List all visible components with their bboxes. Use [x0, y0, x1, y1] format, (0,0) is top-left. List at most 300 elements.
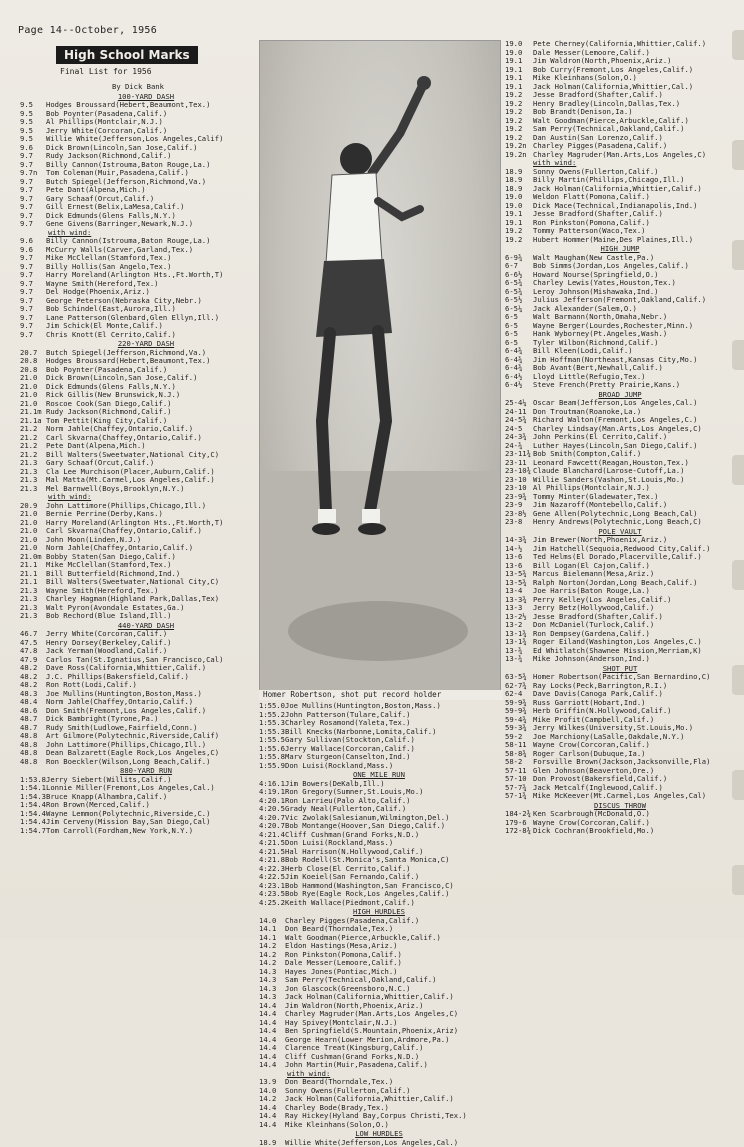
result-mark: 48.7 [20, 724, 46, 733]
result-mark: 23-10 [505, 476, 533, 485]
result-mark: 24-¾ [505, 442, 533, 451]
result-mark: 6-9¾ [505, 254, 533, 263]
athlete-school: Harry Moreland(Arlington Hts.,Ft.Worth,T) [46, 518, 223, 527]
result-mark: 23-10 [505, 484, 533, 493]
event-heading: 100-YARD DASH [20, 93, 252, 102]
athlete-school: Walt Barmann(North,Omaha,Nebr.) [533, 312, 667, 321]
results-list-right [505, 40, 735, 836]
athlete-school: Claude Blanchard(Larose-Cutoff,La.) [533, 466, 684, 475]
result-mark: 19.2n [505, 151, 533, 160]
athlete-school: Sam Perry(Technical,Oakland,Calif.) [533, 124, 684, 133]
athlete-school: Richard Walton(Fremont,Los Angeles,C.) [533, 415, 697, 424]
article-subtitle: Final List for 1956 [60, 67, 252, 77]
athlete-school: Grady Neal(Fullerton,Calif.) [285, 804, 406, 813]
result-mark: 14.4 [259, 1121, 285, 1130]
results-list-middle [259, 702, 499, 1147]
athlete-school: Willie White(Jefferson,Los Angeles,Calif) [46, 134, 223, 143]
result-mark: 21.2 [20, 434, 46, 443]
result-mark: 14.4 [259, 1044, 285, 1053]
result-mark: 59-9¾ [505, 699, 533, 708]
athlete-school: Butch Spiegel(Jefferson,Richmond,Va.) [46, 348, 206, 357]
result-mark: 48.6 [20, 707, 46, 716]
athlete-school: Jesse Bradford(Shafter,Calif.) [533, 209, 663, 218]
result-mark: 1:54.4 [20, 801, 46, 810]
athlete-school: George Peterson(Nebraska City,Nebr.) [46, 296, 202, 305]
athlete-school: Ron Brown(Merced,Calif.) [46, 800, 150, 809]
result-mark: 14.4 [259, 1002, 285, 1011]
result-mark: 9.6 [20, 144, 46, 153]
result-mark: 9.7 [20, 322, 46, 331]
result-mark: 14-3¾ [505, 536, 533, 545]
athlete-school: Dick Brown(Lincoln,San Jose,Calif.) [46, 143, 197, 152]
athlete-school: Bill Logan(El Cajon,Calif.) [533, 561, 650, 570]
athlete-photo [259, 40, 501, 692]
athlete-school: Rick Gillis(New Brunswick,N.J.) [46, 390, 180, 399]
athlete-school: Wayne Berger(Lourdes,Rochester,Minn.) [533, 321, 693, 330]
athlete-school: Ted Helms(El Dorado,Placerville,Calif.) [533, 552, 702, 561]
athlete-school: Joe Harris(Baton Rouge,La.) [533, 586, 650, 595]
event-heading: HIGH HURDLES [259, 908, 499, 917]
athlete-school: Charley Hagman(Highland Park,Dallas,Tex) [46, 594, 219, 603]
result-mark: 9.7 [20, 271, 46, 280]
result-mark: 19.2 [505, 100, 533, 109]
result-mark: 19.2 [505, 134, 533, 143]
athlete-school: Charley Rosamond(Yaleta,Tex.) [285, 718, 411, 727]
athlete-school: Bill Walters(Sweetwater,National City,C) [46, 577, 219, 586]
result-mark: 14.2 [259, 959, 285, 968]
athlete-school: Rudy Smith(Ludlowe,Fairfield,Conn.) [46, 723, 197, 732]
result-mark: 19.1 [505, 74, 533, 83]
result-mark: 24-5 [505, 425, 533, 434]
result-mark: 59-9¾ [505, 707, 533, 716]
athlete-school: Dave Davis(Canoga Park,Calif.) [533, 689, 663, 698]
athlete-school: Bob Curry(Fremont,Los Angeles,Calif.) [533, 65, 693, 74]
athlete-school: Roscoe Cook(San Diego,Calif.) [46, 399, 172, 408]
result-mark: 4:22.5 [259, 873, 285, 882]
athlete-school: Tyler Wilbon(Richmond,Calif.) [533, 338, 659, 347]
athlete-school: Hank Wyborney(Pt.Angeles,Wash.) [533, 329, 667, 338]
result-mark: 21.3 [20, 468, 46, 477]
athlete-school: Charley Lindsay(Man.Arts,Los Angeles,C) [533, 424, 702, 433]
result-mark: 19.2 [505, 125, 533, 134]
athlete-school: Don Luisi(Rockland,Mass.) [285, 761, 393, 770]
athlete-school: John Patterson(Tulare,Calif.) [285, 710, 411, 719]
result-mark: 21.3 [20, 604, 46, 613]
athlete-school: Homer Robertson(Pacific,San Bernardino,C) [533, 672, 710, 681]
result-entry [259, 899, 499, 908]
athlete-school: Mal Matta(Mt.Carmel,Los Angeles,Calif.) [46, 475, 215, 484]
result-mark: 9.7 [20, 288, 46, 297]
athlete-school: Bob Rechord(Blue Island,Ill.) [46, 611, 172, 620]
result-mark: 14-½ [505, 545, 533, 554]
result-mark: 9.7 [20, 178, 46, 187]
athlete-school: Cla Lee Murchison(Placer,Auburn,Calif.) [46, 467, 215, 476]
athlete-school: Rudy Jackson(Richmond,Calif.) [46, 407, 172, 416]
result-mark: 14.3 [259, 993, 285, 1002]
athlete-school: Bob Poynter(Pasadena,Calif.) [46, 365, 167, 374]
result-mark: 179-6 [505, 819, 533, 828]
athlete-school: Hubert Hommer(Maine,Des Plaines,Ill.) [533, 235, 693, 244]
result-mark: 9.7 [20, 331, 46, 340]
event-heading: HIGH JUMP [505, 245, 735, 254]
athlete-school: Jack Alexander(Salem,O.) [533, 304, 637, 313]
athlete-school: McCurry Walls(Carver,Garland,Tex.) [46, 245, 193, 254]
result-mark: 13-6 [505, 562, 533, 571]
athlete-school: Ron Gregory(Sumner,St.Louis,Mo.) [285, 787, 423, 796]
result-mark: 48.8 [20, 758, 46, 767]
result-mark: 9.7 [20, 297, 46, 306]
wind-aided-heading: with wind: [20, 493, 252, 502]
result-mark: 23-9¾ [505, 493, 533, 502]
result-mark: 9.7 [20, 186, 46, 195]
athlete-school: Ray Hickey(Hyland Bay,Corpus Christi,Tex.) [285, 1111, 467, 1120]
result-mark: 48.4 [20, 698, 46, 707]
result-mark: 13-5¾ [505, 570, 533, 579]
result-mark: 6-7 [505, 262, 533, 271]
result-mark: 4:23.5 [259, 890, 285, 899]
result-entry [505, 655, 735, 664]
athlete-school: Ron Larrieu(Palo Alto,Calif.) [285, 796, 411, 805]
athlete-school: Mike Kleinhans(Solon,O.) [533, 73, 637, 82]
athlete-school: Hodges Broussard(Hebert,Beaumont,Tex.) [46, 100, 210, 109]
result-mark: 13-3¾ [505, 596, 533, 605]
result-mark: 21.1m [20, 408, 46, 417]
result-mark: 14.3 [259, 985, 285, 994]
result-mark: 19.1 [505, 210, 533, 219]
result-mark: 13-¾ [505, 655, 533, 664]
result-mark: 21.1 [20, 578, 46, 587]
result-mark: 20.9 [20, 502, 46, 511]
article-title: High School Marks [56, 46, 198, 64]
athlete-school: Mike McClellan(Stamford,Tex.) [46, 253, 172, 262]
athlete-school: John Moon(Linden,N.J.) [46, 535, 141, 544]
event-heading: LOW HURDLES [259, 1130, 499, 1139]
result-mark: 14.0 [259, 917, 285, 926]
result-mark: 59-4¾ [505, 716, 533, 725]
athlete-school: Cliff Cushman(Grand Forks,N.D.) [285, 1052, 419, 1061]
result-mark: 21.2 [20, 442, 46, 451]
article-byline: By Dick Bank [112, 83, 252, 92]
athlete-school: Leonard Fawcett(Reagan,Houston,Tex.) [533, 458, 689, 467]
athlete-school: Gene Givens(Barringer,Newark,N.J.) [46, 219, 193, 228]
result-mark: 6-5½ [505, 296, 533, 305]
athlete-school: Walt Goodman(Pierce,Arbuckle,Calif.) [533, 116, 689, 125]
result-mark: 48.2 [20, 673, 46, 682]
result-mark: 1:55.9 [259, 762, 285, 771]
result-mark: 13-4 [505, 587, 533, 596]
athlete-school: Bob Schindel(East,Aurora,Ill.) [46, 304, 176, 313]
athlete-school: Jim Bowers(DeKalb,Ill.) [285, 779, 385, 788]
middle-column [259, 702, 499, 1147]
photo-caption: Homer Robertson, shot put record holder [259, 690, 503, 700]
athlete-school: Walt Maugham(New Castle,Pa.) [533, 253, 654, 262]
athlete-school: Hay Spivey(Montclair,N.J.) [285, 1018, 398, 1027]
athlete-school: Bill Butterfield(Richmond,Ind.) [46, 569, 180, 578]
athlete-school: Bill Kleen(Lodi,Calif.) [533, 346, 633, 355]
athlete-school: Julius Jefferson(Fremont,Oakland,Calif.) [533, 295, 706, 304]
athlete-school: Wayne Crow(Corcoran,Calif.) [533, 818, 650, 827]
athlete-school: Hal Harrison(N.Hollywood,Calif.) [285, 847, 423, 856]
result-mark: 57-1¾ [505, 792, 533, 801]
result-mark: 21.3 [20, 587, 46, 596]
result-mark: 57-11 [505, 767, 533, 776]
athlete-school: Ron Pinkston(Pomona,Calif.) [533, 218, 650, 227]
athlete-school: Del Hodge(Phoenix,Ariz.) [46, 287, 150, 296]
result-mark: 58-8¾ [505, 750, 533, 759]
athlete-school: Pete Cherney(California,Whittier,Calif.) [533, 40, 706, 48]
result-mark: 23-11 [505, 459, 533, 468]
athlete-school: Carl Skvarna(Chaffey,Ontario,Calif.) [46, 433, 202, 442]
result-mark: 24-5¾ [505, 416, 533, 425]
result-mark: 19.1 [505, 66, 533, 75]
athlete-school: Lonnie Miller(Fremont,Los Angeles,Cal.) [46, 783, 215, 792]
result-mark: 62-4 [505, 690, 533, 699]
athlete-school: George Hearn(Lower Merion,Ardmore,Pa.) [285, 1035, 449, 1044]
result-mark: 1:54.3 [20, 793, 46, 802]
result-mark: 47.8 [20, 647, 46, 656]
athlete-school: Carl Skvarna(Chaffey,Ontario,Calif.) [46, 526, 202, 535]
athlete-school: John Perkins(El Cerrito,Calif.) [533, 432, 667, 441]
athlete-school: Jim Hoffman(Northeast,Kansas City,Mo.) [533, 355, 697, 364]
athlete-school: Ken Scarbrough(McDonald,O.) [533, 809, 650, 818]
athlete-school: Jerry Siebert(Willits,Calif.) [46, 775, 172, 784]
result-mark: 47.9 [20, 656, 46, 665]
result-mark: 13-1¾ [505, 630, 533, 639]
result-mark: 9.6 [20, 246, 46, 255]
athlete-school: Dick Bambright(Tyrone,Pa.) [46, 714, 159, 723]
result-mark: 19.1 [505, 57, 533, 66]
result-mark: 21.0 [20, 536, 46, 545]
athlete-school: Norm Jahle(Chaffey,Ontario,Calif.) [46, 543, 193, 552]
athlete-school: Dick Edmunds(Glens Falls,N.Y.) [46, 211, 176, 220]
athlete-school: Bob Rye(Eagle Rock,Los Angeles,Calif.) [285, 889, 449, 898]
result-mark: 13-6 [505, 553, 533, 562]
athlete-school: Mel Barnwell(Boys,Brooklyn,N.Y.) [46, 484, 184, 493]
athlete-school: Ray Locks(Peck,Barrington,R.I.) [533, 681, 667, 690]
athlete-school: Roger Eiland(Washington,Los Angeles,C.) [533, 637, 702, 646]
result-mark: 21.1a [20, 417, 46, 426]
result-mark: 9.7 [20, 280, 46, 289]
athlete-school: Perry Kelley(Los Angeles,Calif.) [533, 595, 671, 604]
result-mark: 23-10¾ [505, 467, 533, 476]
result-mark: 21.0 [20, 383, 46, 392]
result-mark: 14.1 [259, 925, 285, 934]
athlete-school: Mike McKeever(Mt.Carmel,Los Angeles,Cal) [533, 791, 706, 800]
result-mark: 19.2 [505, 236, 533, 245]
athlete-school: Howard Nourse(Springfield,O.) [533, 270, 659, 279]
athlete-school: Jerry Wallace(Corcoran,Calif.) [285, 744, 415, 753]
result-mark: 19.0 [505, 49, 533, 58]
result-mark: 47.5 [20, 639, 46, 648]
athlete-school: Wayne Smith(Hereford,Tex.) [46, 586, 159, 595]
athlete-school: Jerry Wilkes(University,St.Louis,Mo.) [533, 723, 693, 732]
athlete-school: Don Beard(Thorndale,Tex.) [285, 924, 393, 933]
athlete-school: Bob Montange(Hoover,San Diego,Calif.) [285, 821, 445, 830]
athlete-school: Glen Johnson(Beaverton,Ore.) [533, 766, 654, 775]
result-mark: 21.3 [20, 485, 46, 494]
athlete-school: Bob Avant(Bert,Newhall,Calif.) [533, 363, 663, 372]
result-mark: 21.1 [20, 561, 46, 570]
result-mark: 48.2 [20, 681, 46, 690]
athlete-school: Carlos Tan(St.Ignatius,San Francisco,Cal) [46, 655, 223, 664]
athlete-school: Bob Poynter(Pasadena,Calif.) [46, 109, 167, 118]
athlete-school: Forsville Brown(Jackson,Jacksonville,Fla) [533, 757, 710, 766]
athlete-school: Jack Holman(California,Whittier,Cal.) [533, 82, 693, 91]
athlete-school: Jim Schick(El Monte,Calif.) [46, 321, 163, 330]
athlete-school: Tom Pettit(King City,Calif.) [46, 416, 167, 425]
result-mark: 19.2 [505, 117, 533, 126]
result-mark: 19.2 [505, 227, 533, 236]
athlete-school: Clarence Treat(Kingsburg,Calif.) [285, 1043, 423, 1052]
athlete-school: Billy Cannon(Istrouma,Baton Rouge,La.) [46, 160, 210, 169]
athlete-school: Bernie Perrine(Derby,Kans.) [46, 509, 163, 518]
result-mark: 21.0 [20, 510, 46, 519]
right-column [505, 40, 735, 836]
result-mark: 48.8 [20, 749, 46, 758]
result-mark: 13-1¾ [505, 638, 533, 647]
athlete-school: Vic Zwolak(Salesianum,Wilmington,Del.) [285, 813, 449, 822]
result-mark: 6-5¾ [505, 279, 533, 288]
result-mark: 4:23.1 [259, 882, 285, 891]
result-mark: 1:54.7 [20, 827, 46, 836]
result-mark: 1:54.4 [20, 818, 46, 827]
result-mark: 9.7 [20, 254, 46, 263]
result-mark: 9.6 [20, 237, 46, 246]
result-mark: 6-4¾ [505, 347, 533, 356]
athlete-school: Ralph Norton(Jordan,Long Beach,Calif.) [533, 578, 697, 587]
result-mark: 14.2 [259, 951, 285, 960]
result-mark: 21.0 [20, 374, 46, 383]
result-mark: 21.3 [20, 612, 46, 621]
athlete-school: Dean Balzarett(Eagle Rock,Los Angeles,C) [46, 748, 219, 757]
result-mark: 1:55.6 [259, 745, 285, 754]
result-mark: 4:20.7 [259, 814, 285, 823]
athlete-school: Russ Garriott(Hobart,Ind.) [533, 698, 646, 707]
result-mark: 18.9 [505, 168, 533, 177]
athlete-school: Walt Goodman(Pierce,Arbuckle,Calif.) [285, 933, 441, 942]
athlete-school: Don Beard(Thorndale,Tex.) [285, 1077, 393, 1086]
result-entry [20, 758, 252, 767]
athlete-school: Norm Jahle(Chaffey,Ontario,Calif.) [46, 424, 193, 433]
result-mark: 13-2½ [505, 613, 533, 622]
athlete-school: Gary Schaaf(Orcut,Calif.) [46, 458, 154, 467]
result-mark: 13.9 [259, 1078, 285, 1087]
result-mark: 6-4¾ [505, 364, 533, 373]
result-mark: 23-8 [505, 518, 533, 527]
athlete-school: Dave Ross(California,Whittier,Calif.) [46, 663, 206, 672]
result-mark: 18.9 [259, 1139, 285, 1147]
athlete-school: Ron Boeckler(Wilson,Long Beach,Calif.) [46, 757, 210, 766]
athlete-school: Gene Allen(Polytechnic,Long Beach,Cal) [533, 509, 697, 518]
result-mark: 21.0 [20, 544, 46, 553]
result-mark: 4:20.1 [259, 797, 285, 806]
athlete-school: Dan Austin(San Lorenzo,Calif.) [533, 133, 663, 142]
athlete-school: Jim Brewer(North,Phoenix,Ariz.) [533, 535, 667, 544]
athlete-school: Oscar Beam(Jefferson,Los Angeles,Cal.) [533, 398, 697, 407]
athlete-school: Dick Mace(Technical,Indianapolis,Ind.) [533, 201, 697, 210]
result-mark: 21.3 [20, 459, 46, 468]
event-heading: POLE VAULT [505, 528, 735, 537]
athlete-school: Jerry White(Corcoran,Calif.) [46, 629, 167, 638]
athlete-school: Charley Magruder(Man.Arts,Los Angeles,C) [285, 1009, 458, 1018]
athlete-school: Hayes Jones(Pontiac,Mich.) [285, 967, 398, 976]
result-mark: 48.2 [20, 664, 46, 673]
result-mark: 14.4 [259, 1112, 285, 1121]
athlete-school: Wayne Crow(Corcoran,Calif.) [533, 740, 650, 749]
result-mark: 1:54.4 [20, 810, 46, 819]
result-mark: 14.1 [259, 934, 285, 943]
athlete-school: Gary Sullivan(Stockton,Calif.) [285, 735, 415, 744]
result-mark: 9.5 [20, 127, 46, 136]
left-column [20, 44, 252, 835]
athlete-school: Al Phillips(Montclair,N.J.) [533, 483, 650, 492]
page-header: Page 14--October, 1956 [18, 25, 157, 36]
result-mark: 21.0 [20, 519, 46, 528]
athlete-school: Herb Close(El Cerrito,Calif.) [285, 864, 411, 873]
result-mark: 1:54.1 [20, 784, 46, 793]
wind-aided-heading: with wind: [505, 159, 735, 168]
result-mark: 1:55.8 [259, 753, 285, 762]
athlete-school: Jim Nazaroff(Montebello,Calif.) [533, 500, 667, 509]
result-mark: 14.4 [259, 1010, 285, 1019]
result-mark: 4:16.1 [259, 780, 285, 789]
result-mark: 58-11 [505, 741, 533, 750]
result-mark: 19.1 [505, 219, 533, 228]
result-entry [20, 331, 252, 340]
athlete-school: Keith Wallace(Piedmont,Calif.) [285, 898, 415, 907]
athlete-school: Don Troutman(Roanoke,La.) [533, 407, 641, 416]
result-mark: 9.7 [20, 161, 46, 170]
athlete-school: Don Luisi(Rockland,Mass.) [285, 838, 393, 847]
athlete-school: Tom Carroll(Fordham,New York,N.Y.) [46, 826, 193, 835]
athlete-school: Art Gilmore(Polytechnic,Riverside,Calif) [46, 731, 219, 740]
result-mark: 9.5 [20, 110, 46, 119]
result-mark: 21.3 [20, 476, 46, 485]
result-mark: 6-4½ [505, 381, 533, 390]
result-entry [505, 518, 735, 527]
athlete-school: Bill Knecks(Narbonne,Lomita,Calif.) [285, 727, 436, 736]
result-mark: 4:19.1 [259, 788, 285, 797]
result-mark: 19.0 [505, 202, 533, 211]
athlete-school: Cliff Cushman(Grand Forks,N.D.) [285, 830, 419, 839]
result-mark: 24-11 [505, 408, 533, 417]
result-mark: 1:55.3 [259, 719, 285, 728]
result-mark: 1:55.2 [259, 711, 285, 720]
result-mark: 9.7 [20, 305, 46, 314]
athlete-school: Eldon Hastings(Mesa,Ariz.) [285, 941, 398, 950]
result-mark: 6-4½ [505, 373, 533, 382]
result-mark: 20.7 [20, 349, 46, 358]
athlete-school: Charley Magruder(Man.Arts,Los Angeles,C) [533, 150, 706, 159]
athlete-school: John Lattimore(Phillips,Chicago,Ill.) [46, 501, 206, 510]
athlete-school: Don Smith(Fremont,Los Angeles,Calif.) [46, 706, 206, 715]
result-mark: 23-11¾ [505, 450, 533, 459]
result-mark: 25-4¼ [505, 399, 533, 408]
athlete-school: Pete Dant(Alpena,Mich.) [46, 441, 146, 450]
athlete-school: Dick Edmunds(Glens Falls,N.Y.) [46, 382, 176, 391]
athlete-school: Weldon Flatt(Pomona,Calif.) [533, 192, 650, 201]
result-mark: 18.9 [505, 176, 533, 185]
athlete-school: Ron Pinkston(Pomona,Calif.) [285, 950, 402, 959]
athlete-school: Bobby Staten(San Diego,Calif.) [46, 552, 176, 561]
athlete-school: Don Provost(Bakersfield,Calif.) [533, 774, 667, 783]
result-mark: 6-5 [505, 330, 533, 339]
athlete-school: Norm Jahle(Chaffey,Ontario,Calif.) [46, 697, 193, 706]
result-mark: 23-8½ [505, 510, 533, 519]
athlete-school: Walt Pyron(Avondale Estates,Ga.) [46, 603, 184, 612]
result-mark: 4:21.8 [259, 856, 285, 865]
athlete-school: Tommy Patterson(Waco,Tex.) [533, 226, 646, 235]
